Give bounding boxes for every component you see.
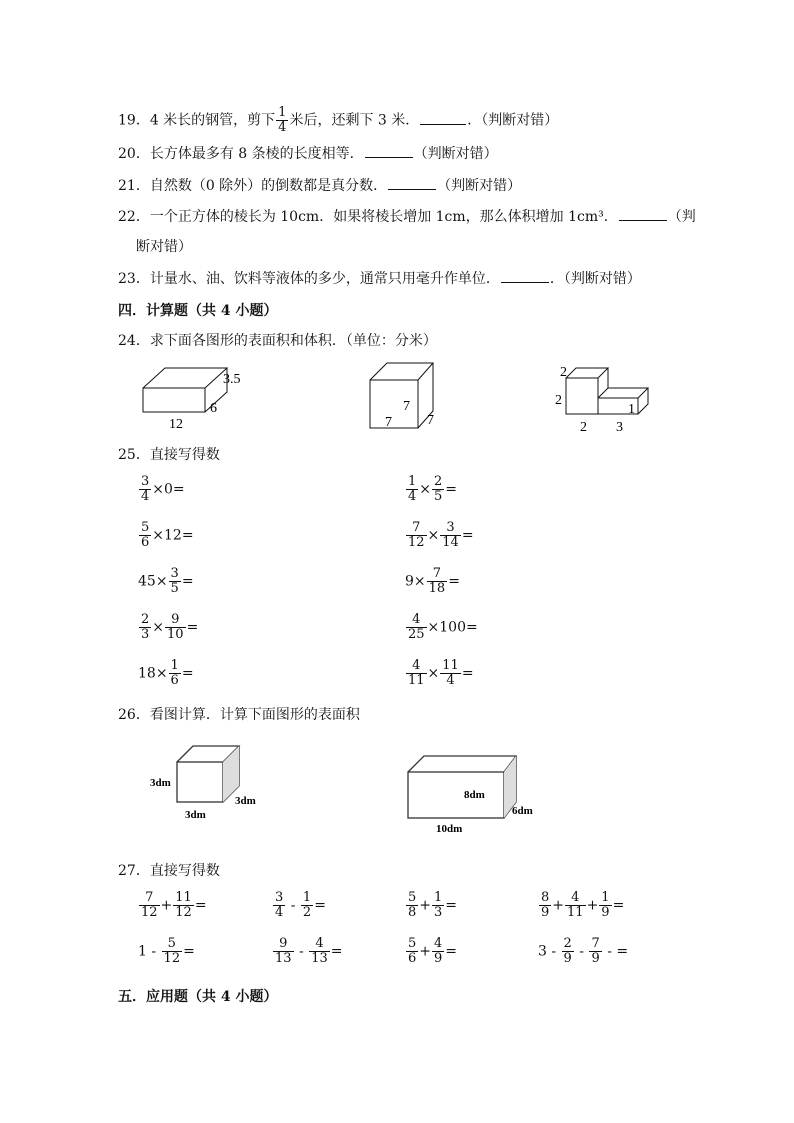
q27-expression: $\frac{9}{13}$ - $\frac{4}{13}$ = — [275, 936, 343, 966]
answer-blank[interactable] — [365, 145, 413, 158]
fraction: $\frac{7}{18}$ — [428, 566, 446, 596]
fraction: $\frac{4}{11}$ — [567, 890, 584, 920]
fraction: $\frac{8}{9}$ — [541, 890, 550, 920]
q25-expression: $\frac{5}{6}$ ×12= — [141, 520, 194, 550]
section-4-heading: 四．计算题（共 4 小题） — [118, 303, 278, 319]
svg-text:10dm: 10dm — [436, 823, 463, 835]
fraction: $\frac{4}{25}$ — [408, 612, 425, 642]
fraction: $\frac{2}{9}$ — [563, 936, 572, 966]
svg-text:8dm: 8dm — [464, 789, 485, 801]
fraction: $\frac{7}{12}$ — [141, 890, 158, 920]
width-label: 6 — [210, 401, 217, 416]
svg-text:7: 7 — [403, 399, 410, 414]
svg-text:2: 2 — [580, 420, 587, 435]
fraction: $\frac{11}{12}$ — [175, 890, 192, 920]
q27-expression: 1 - $\frac{5}{12}$ = — [138, 936, 195, 966]
fraction: $\frac{5}{6}$ — [408, 936, 417, 966]
fraction: $\frac{5}{12}$ — [163, 936, 181, 966]
q25-expression: 45× $\frac{3}{5}$ = — [138, 566, 194, 596]
fraction: $\frac{1}{3}$ — [434, 890, 443, 920]
q25-expression: $\frac{7}{12}$ × $\frac{3}{14}$ = — [408, 520, 474, 550]
fraction: $\frac{1}{6}$ — [170, 658, 179, 688]
q25-expression: $\frac{1}{4}$ × $\frac{2}{5}$ = — [408, 474, 458, 504]
q27-expression: $\frac{7}{12}$ + $\frac{11}{12}$ = — [141, 890, 207, 920]
height-label: 3.5 — [223, 372, 241, 387]
q27-expression: 3 - $\frac{2}{9}$ - $\frac{7}{9}$ - = — [538, 936, 629, 966]
q27-expression: $\frac{3}{4}$ - $\frac{1}{2}$ = — [275, 890, 326, 920]
fraction: $\frac{3}{5}$ — [170, 566, 179, 596]
fraction: $\frac{7}{12}$ — [408, 520, 425, 550]
q25-expression: $\frac{4}{25}$ ×100= — [408, 612, 478, 642]
question-22-cont: 断对错） — [136, 239, 192, 255]
q27-expression: $\frac{5}{8}$ + $\frac{1}{3}$ = — [408, 890, 458, 920]
svg-text:7: 7 — [385, 415, 392, 430]
fraction: $\frac{7}{9}$ — [591, 936, 600, 966]
question-21: 21．自然数（0 除外）的倒数都是真分数． （判断对错） — [118, 178, 522, 194]
q25-expression: $\frac{4}{11}$ × $\frac{11}{4}$ = — [408, 658, 474, 688]
length-label: 12 — [169, 417, 183, 432]
fraction: $\frac{9}{13}$ — [275, 936, 292, 966]
fraction: $\frac{2}{5}$ — [434, 474, 443, 504]
svg-text:3dm: 3dm — [150, 777, 171, 789]
section-5-heading: 五．应用题（共 4 小题） — [118, 989, 278, 1005]
fraction: $\frac{9}{10}$ — [167, 612, 184, 642]
answer-blank[interactable] — [619, 208, 667, 221]
fraction: $\frac{1}{4}$ — [408, 474, 417, 504]
q26-cuboid-figure — [400, 750, 545, 842]
fraction: $\frac{5}{8}$ — [408, 890, 417, 920]
fraction: $\frac{3}{4}$ — [275, 890, 284, 920]
svg-text:6dm: 6dm — [512, 805, 533, 817]
fraction: $\frac{4}{13}$ — [311, 936, 328, 966]
question-26: 26．看图计算．计算下面图形的表面积 — [118, 707, 360, 723]
fraction: $\frac{4}{9}$ — [434, 936, 443, 966]
fraction: $\frac{5}{6}$ — [141, 520, 150, 550]
q19-text: 19．4 米长的钢管，剪下 — [118, 112, 276, 129]
q27-expression: $\frac{5}{6}$ + $\frac{4}{9}$ = — [408, 936, 458, 966]
question-20: 20．长方体最多有 8 条棱的长度相等． （判断对错） — [118, 146, 498, 162]
fraction: $\frac{4}{11}$ — [408, 658, 425, 688]
q25-expression: $\frac{3}{4}$ ×0= — [141, 474, 185, 504]
answer-blank[interactable] — [420, 112, 466, 125]
question-27: 27．直接写得数 — [118, 863, 220, 879]
q25-expression: 9× $\frac{7}{18}$ = — [405, 566, 460, 596]
fraction: $\frac{1}{9}$ — [601, 890, 610, 920]
svg-text:2: 2 — [560, 365, 567, 380]
svg-text:7: 7 — [427, 413, 434, 428]
q19-fraction: $\frac{1}{4}$ — [278, 105, 287, 135]
svg-text:3: 3 — [616, 420, 623, 435]
q25-expression: $\frac{2}{3}$ × $\frac{9}{10}$ = — [141, 612, 199, 642]
svg-text:2: 2 — [555, 393, 562, 408]
svg-text:3dm: 3dm — [185, 809, 206, 821]
svg-text:1: 1 — [628, 402, 635, 417]
q26-cube-figure — [145, 740, 270, 822]
q27-expression: $\frac{8}{9}$ + $\frac{4}{11}$ + $\frac{1}{9}$ = — [541, 890, 625, 920]
q24-composite-figure — [552, 358, 652, 438]
fraction: $\frac{3}{4}$ — [141, 474, 150, 504]
q24-cube-figure — [365, 358, 445, 434]
q25-expression: 18× $\frac{1}{6}$ = — [138, 658, 194, 688]
answer-blank[interactable] — [501, 270, 549, 283]
fraction: $\frac{2}{3}$ — [141, 612, 150, 642]
question-24: 24．求下面各图形的表面积和体积．（单位：分米） — [118, 333, 437, 349]
fraction: $\frac{1}{2}$ — [302, 890, 312, 920]
fraction: $\frac{11}{4}$ — [442, 658, 459, 688]
question-19: 19．4 米长的钢管，剪下 $\frac{1}{4}$ 米后，还剩下 3 米． ．（判断对错） — [118, 105, 559, 135]
question-23: 23．计量水、油、饮料等液体的多少，通常只用毫升作单位． ．（判断对错） — [118, 271, 641, 287]
q24-cuboid-figure — [135, 360, 255, 432]
fraction: $\frac{3}{14}$ — [442, 520, 459, 550]
question-22: 22．一个正方体的棱长为 10cm．如果将棱长增加 1cm，那么体积增加 1cm³． （判 — [118, 209, 696, 225]
svg-text:3dm: 3dm — [235, 795, 256, 807]
question-25: 25．直接写得数 — [118, 447, 220, 463]
answer-blank[interactable] — [388, 177, 436, 190]
